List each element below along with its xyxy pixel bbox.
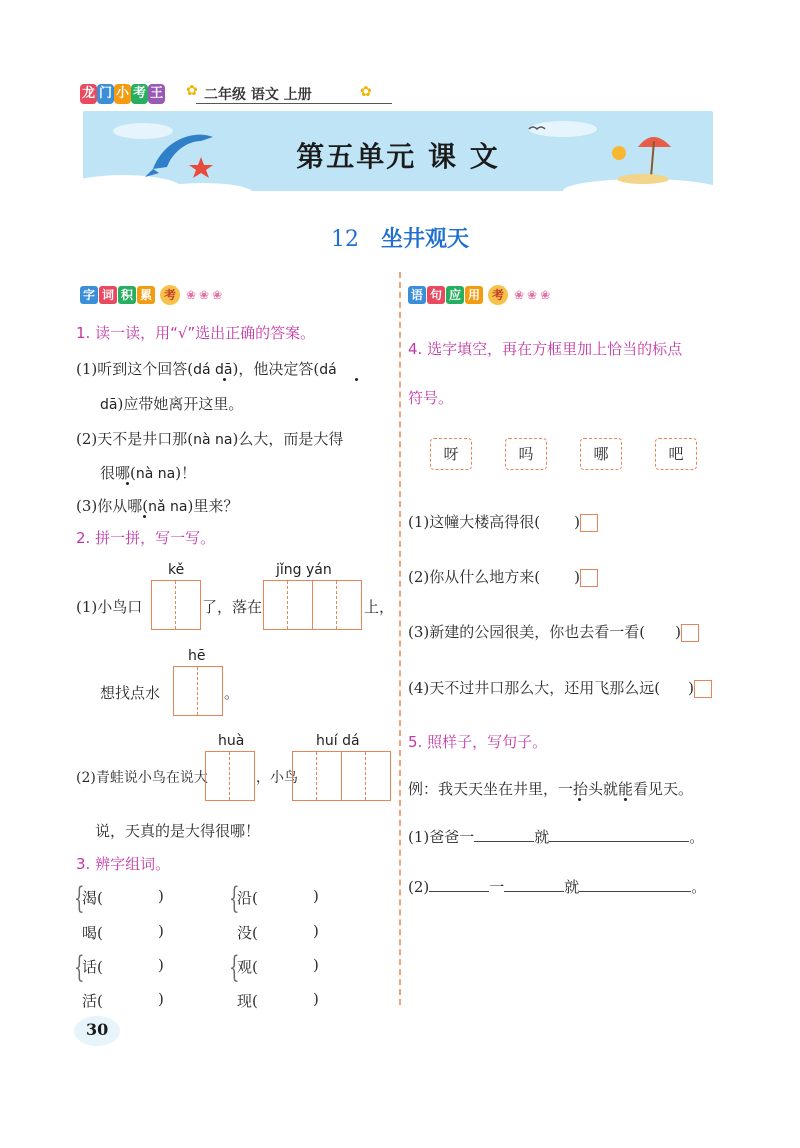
bear-kao-icon: 考 [160,285,180,305]
lesson-name: 坐井观天 [380,227,469,252]
pinyin-huida: huí dá [316,733,360,749]
q3-close: ) [158,956,164,974]
grade-text: 二年级 语文 上册 [204,87,312,103]
q4-item2: (2)你从什么地方来( ) [408,566,598,587]
q5-item1: (1)爸爸一 就 。 [408,828,705,846]
q3-close: ) [313,887,319,905]
writing-grid[interactable] [292,751,391,801]
section-char: 累 [137,286,155,304]
emphasis-dot [578,798,581,801]
q1-item1-cont: dā)应带她离开这里。 [100,395,244,413]
header-rule [196,103,392,104]
q4-item1: (1)这幢大楼高得很( ) [408,511,598,532]
q3-close: ) [313,990,319,1008]
section-banner-vocabulary [80,284,225,306]
q4-item3: (3)新建的公园很美，你也去看一看( ) [408,621,699,642]
q1-item2-cont: 很哪(nà na)！ [100,464,197,482]
q2-line3-b: ，小鸟 [256,770,298,786]
emphasis-dot [143,515,146,518]
emphasis-dot [355,378,358,381]
q2-line1-a: (1)小鸟口 [76,598,143,616]
unit-title: 第五单元 课 文 [296,140,500,173]
bear-kao-icon: 考 [488,285,508,305]
butterfly-icon: ✿ [186,83,198,99]
page-number: 30 [86,1020,109,1039]
section-banner-application [408,284,553,306]
answer-blank[interactable] [504,877,564,892]
q3-close: ) [158,887,164,905]
q3-heading: 3. 辨字组词。 [76,855,171,873]
q3-close: ) [313,922,319,940]
q4-heading: 4. 选字填空，再在方框里加上恰当的标点 [408,340,683,358]
brace-icon: { [229,881,240,916]
lesson-title [0,222,800,253]
pinyin-he: hē [188,648,206,664]
option-box: 呀 [430,438,472,470]
q3-word: 现( [237,992,258,1010]
q1-item1: (1)听到这个回答(dá dā)，他决定答(dá [76,360,337,378]
section-char: 语 [408,286,426,304]
q3-word: 沿( [237,889,258,907]
option-box: 哪 [580,438,622,470]
emphasis-dot [126,482,129,485]
emphasis-dot [624,798,627,801]
q5-example: 例：我天天坐在井里，一抬头就能看见天。 [408,780,694,798]
butterfly-icon: ❀❀❀ [514,288,554,302]
answer-blank[interactable] [579,877,691,892]
punctuation-box[interactable] [694,680,712,698]
option-box: 吗 [505,438,547,470]
option-box: 吧 [655,438,697,470]
q3-word: 喝( [82,924,103,942]
brace-icon: { [229,950,240,985]
writing-grid[interactable] [263,580,362,630]
q3-word: 话( [82,958,103,976]
writing-grid[interactable] [151,580,201,630]
q1-item2: (2)天不是井口那(nà na)么大，而是大得 [76,430,344,448]
section-char: 积 [118,286,136,304]
q1-item3: (3)你从哪(nǎ na)里来？ [76,497,239,515]
q2-line4: 说，天真的是大得很哪！ [95,822,261,840]
unit-banner [83,111,713,191]
section-char: 词 [99,286,117,304]
q2-line2: 想找点水 [100,684,161,702]
lesson-number: 12 [330,227,359,252]
section-char: 句 [427,286,445,304]
q3-word: 观( [237,958,258,976]
q5-heading: 5. 照样子，写句子。 [408,733,548,751]
butterfly-icon: ❀❀❀ [186,288,226,302]
punctuation-box[interactable] [580,514,598,532]
q3-word: 没( [237,924,258,942]
q4-item4: (4)天不过井口那么大，还用飞那么远( ) [408,677,712,698]
brace-icon: { [74,881,85,916]
logo-char: 考 [131,84,148,104]
q4-heading-cont: 符号。 [408,389,454,407]
q5-item2: (2) 一 就 。 [408,878,707,896]
section-char: 用 [465,286,483,304]
brace-icon: { [74,950,85,985]
punctuation-box[interactable] [580,569,598,587]
logo-char: 王 [148,84,165,104]
pinyin-hua: huà [218,733,245,749]
section-char: 应 [446,286,464,304]
answer-blank[interactable] [474,827,534,842]
pinyin-jingyan: jǐng yán [276,562,332,578]
butterfly-icon: ✿ [360,84,372,100]
q2-line2-end: 。 [224,684,240,702]
q2-heading: 2. 拼一拼，写一写。 [76,529,216,547]
writing-grid[interactable] [205,751,255,801]
q1-heading: 1. 读一读，用“√”选出正确的答案。 [76,324,316,342]
column-divider [399,272,401,1005]
q3-close: ) [158,922,164,940]
q2-line3-a: (2)青蛙说小鸟在说大 [76,770,208,786]
logo-char: 门 [97,84,114,104]
q3-word: 活( [82,992,103,1010]
answer-blank[interactable] [549,827,689,842]
writing-grid[interactable] [173,666,223,716]
q3-word: 渴( [82,889,103,907]
section-char: 字 [80,286,98,304]
q2-line1-b: 了，落在 [202,598,263,616]
q3-close: ) [313,956,319,974]
pinyin-ke: kě [168,562,185,578]
answer-blank[interactable] [429,877,489,892]
q2-line1-c: 上， [364,598,395,616]
q3-close: ) [158,990,164,1008]
logo-char: 小 [114,84,131,104]
logo-char: 龙 [80,84,97,104]
emphasis-dot [223,378,226,381]
punctuation-box[interactable] [681,624,699,642]
